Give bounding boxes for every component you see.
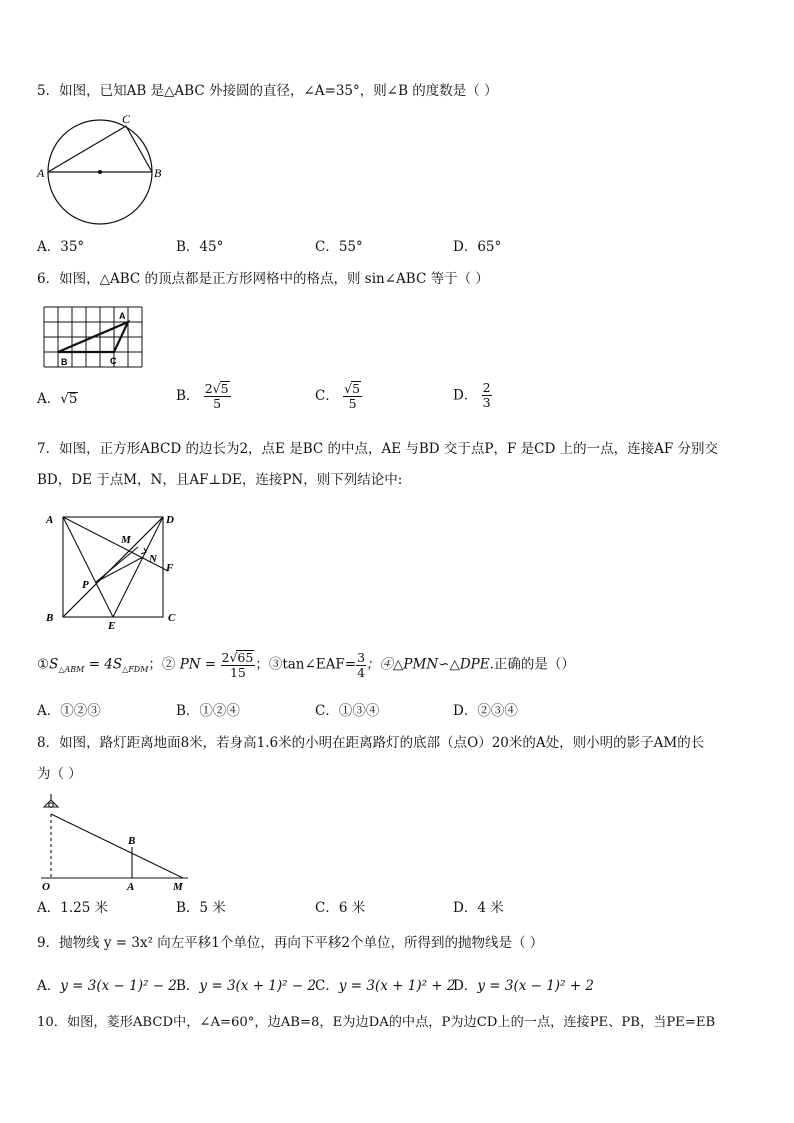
q7-label-c: C (168, 612, 176, 624)
q7-label-b: B (46, 612, 54, 624)
q9-stem: 9．抛物线 y = 3x² 向左平移1个单位，再向下平移2个单位，所得到的抛物线是（ ） (37, 935, 544, 951)
q8-stem-line2: 为（ ） (37, 766, 82, 782)
q7-label-a: A (46, 514, 54, 526)
q6-grid-figure (42, 305, 146, 371)
q7-label-f: F (166, 562, 174, 574)
q8-option-b: B．5 米 (176, 900, 226, 916)
q5-option-d: D．65° (453, 239, 502, 255)
q8-option-a: A．1.25 米 (37, 900, 109, 916)
q5-option-a: A．35° (37, 239, 85, 255)
q6-stem: 6．如图，△ABC 的顶点都是正方形网格中的格点，则 sin∠ABC 等于（ ） (37, 271, 489, 287)
q7-square-figure (40, 505, 190, 631)
q6-option-a: A．√5 (37, 391, 78, 407)
q7-statements: $①S_{\triangle ABM} = 4S_{\triangle FDM}$；② PN = $\frac{2√65}{15}$ ；③tan∠EAF= $\frac{3}{4}$ ；④△PMN∽△DPE.正确的是（） (37, 649, 575, 680)
q9-option-b: B．y = 3(x + 1)² − 2 (176, 978, 317, 994)
q7-option-d: D．②③④ (453, 703, 518, 719)
q5-label-a: A (37, 166, 45, 180)
q8-option-d: D．4 米 (453, 900, 504, 916)
q7-label-m: M (121, 534, 131, 546)
q6-option-b: B． $\frac{2√5}{5}$ (176, 381, 229, 411)
q5-label-b: B (154, 166, 162, 180)
q5-option-c: C．55° (315, 239, 363, 255)
q8-lamp-figure (36, 792, 196, 892)
q7-stem-line1: 7．如图，正方形ABCD 的边长为2，点E 是BC 的中点，AE 与BD 交于点P，F 是CD 上的一点，连接AF 分别交 (37, 441, 719, 457)
q5-option-b: B．45° (176, 239, 224, 255)
q7-label-n: N (149, 553, 157, 565)
q10-stem: 10．如图，菱形ABCD中，∠A=60°，边AB=8，E为边DA的中点，P为边CD上的一点，连接PE、PB，当PE=EB (37, 1015, 716, 1030)
q8-label-m: M (173, 881, 183, 892)
q7-label-e: E (108, 620, 116, 631)
q7-label-p: P (82, 579, 89, 591)
q5-label-c: C (122, 112, 131, 126)
q5-stem: 5．如图，已知AB 是△ABC 外接圆的直径，∠A=35°，则∠B 的度数是（ ） (37, 83, 498, 99)
q8-option-c: C．6 米 (315, 900, 366, 916)
q9-option-d: D．y = 3(x − 1)² + 2 (453, 978, 594, 994)
q8-label-a: A (127, 881, 135, 892)
q6-label-a: A (119, 311, 126, 321)
q8-label-b: B (128, 835, 136, 847)
q6-option-c: C． $\frac{√5}{5}$ (315, 381, 361, 411)
q8-label-o: O (42, 881, 50, 892)
q9-option-c: C．y = 3(x + 1)² + 2 (315, 978, 456, 994)
q7-stem-line2: BD，DE 于点M，N，且AF⊥DE，连接PN，则下列结论中: (37, 472, 403, 488)
q8-stem-line1: 8．如图，路灯距离地面8米，若身高1.6米的小明在距离路灯的底部（点O）20米的A处，则小明的影子AM的长 (37, 735, 705, 751)
q7-option-b: B．①②④ (176, 703, 240, 719)
q6-option-d: D． $\frac{2}{3}$ (453, 380, 491, 410)
q7-label-d: D (166, 514, 174, 526)
q6-label-c: C (110, 356, 117, 366)
q9-option-a: A．y = 3(x − 1)² − 2 (37, 978, 177, 994)
q7-option-a: A．①②③ (37, 703, 101, 719)
q5-circle-figure (34, 112, 166, 227)
q6-label-b: B (61, 357, 68, 367)
q7-option-c: C．①③④ (315, 703, 380, 719)
